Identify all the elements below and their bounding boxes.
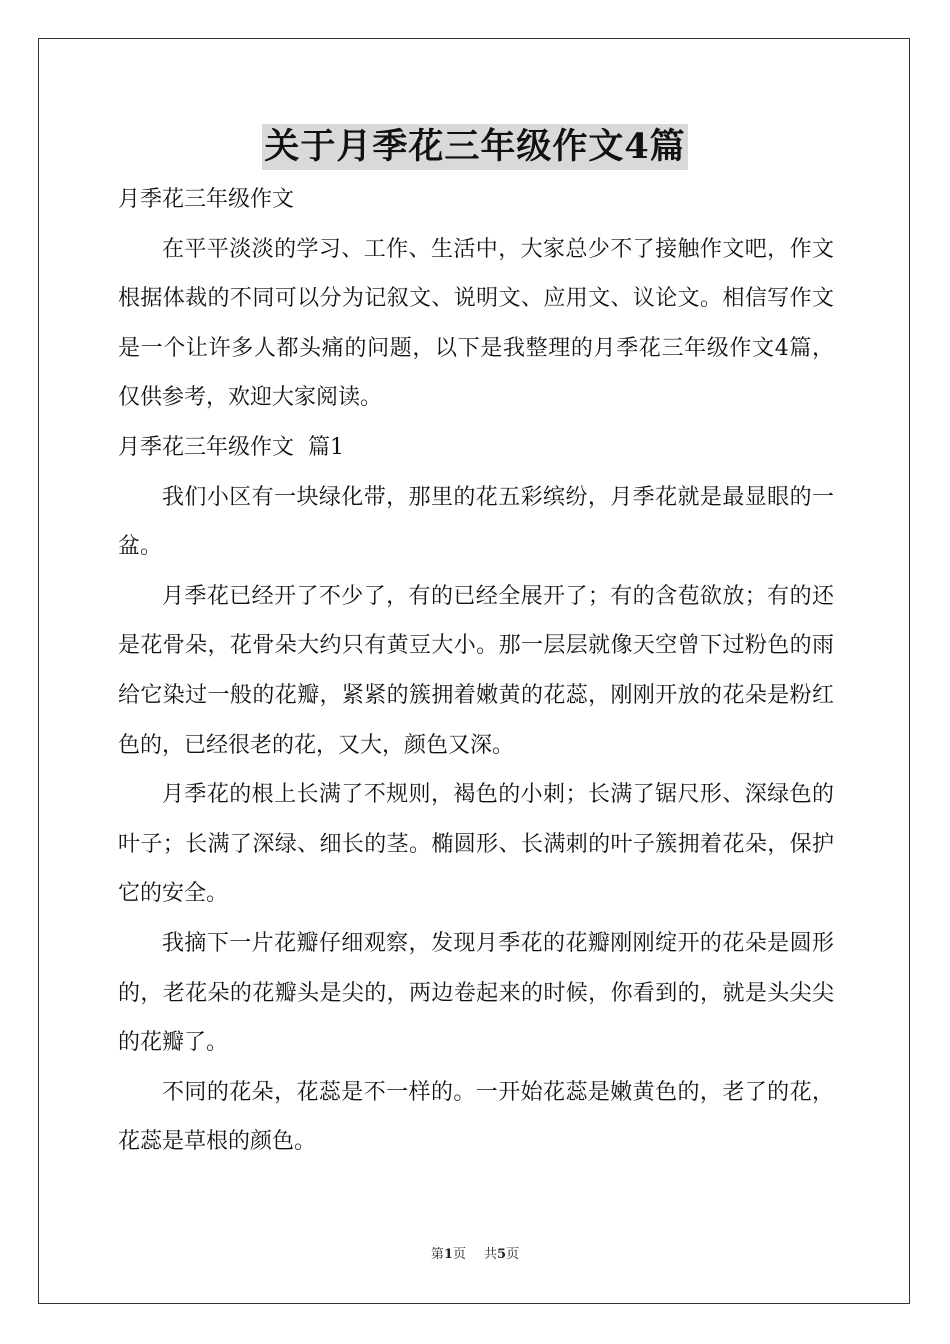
document-title: 关于月季花三年级作文4篇	[262, 124, 687, 170]
total-prefix: 共	[484, 1247, 498, 1262]
intro-paragraph: 在平平淡淡的学习、工作、生活中，大家总少不了接触作文吧，作文根据体裁的不同可以分为记叙文、说明文、应用文、议论文。相信写作文是一个让许多人都头痛的问题，以下是我整理的月季花三年级作文4篇，仅供参考，欢迎大家阅读。	[118, 236, 834, 411]
body-paragraph: 不同的花朵，花蕊是不一样的。一开始花蕊是嫩黄色的，老了的花，花蕊是草根的颜色。	[118, 1079, 834, 1155]
section-heading-essay-1: 月季花三年级作文 篇1	[118, 434, 344, 460]
page-prefix: 第	[430, 1247, 444, 1262]
page-suffix: 页	[452, 1247, 466, 1262]
total-pages: 5	[497, 1247, 507, 1262]
page-number: 1	[443, 1247, 453, 1262]
body-paragraph: 月季花已经开了不少了，有的已经全展开了；有的含苞欲放；有的还是花骨朵，花骨朵大约只有黄豆大小。那一层层就像天空曾下过粉色的雨给它染过一般的花瓣，紧紧的簇拥着嫩黄的花蕊，刚刚开放的花朵是粉红色的，已经很老的花，又大，颜色又深。	[118, 583, 834, 758]
section-heading: 月季花三年级作文	[118, 187, 295, 212]
body-paragraph: 我们小区有一块绿化带，那里的花五彩缤纷，月季花就是最显眼的一盆。	[118, 484, 834, 560]
document-body	[118, 175, 834, 1167]
body-paragraph: 我摘下一片花瓣仔细观察，发现月季花的花瓣刚刚绽开的花朵是圆形的，老花朵的花瓣头是尖的，两边卷起来的时候，你看到的，就是头尖尖的花瓣了。	[118, 930, 834, 1056]
body-paragraph: 月季花的根上长满了不规则，褐色的小刺；长满了锯尺形、深绿色的叶子；长满了深绿、细长的茎。椭圆形、长满刺的叶子簇拥着花朵，保护它的安全。	[118, 782, 834, 907]
title-container	[0, 124, 950, 170]
total-suffix: 页	[506, 1247, 520, 1262]
page-footer	[0, 1246, 950, 1264]
